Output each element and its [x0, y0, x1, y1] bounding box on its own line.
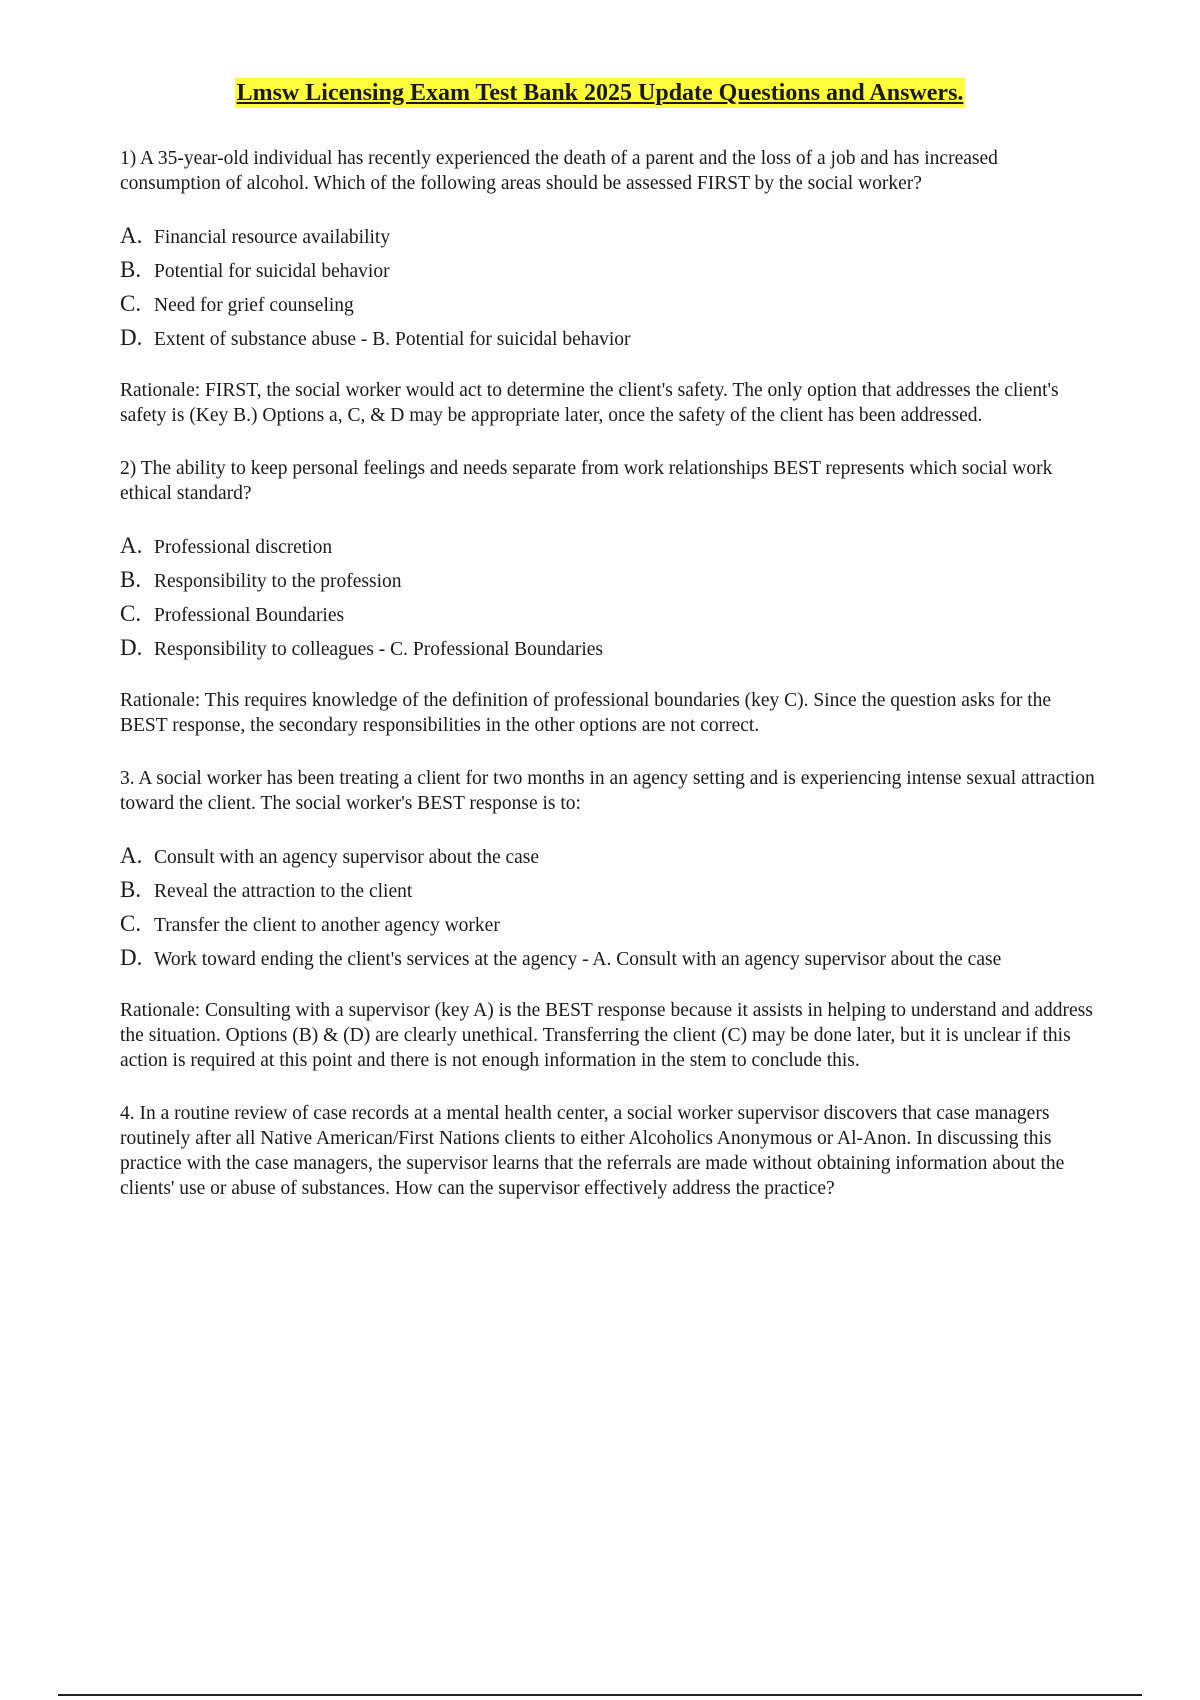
- option-text: Responsibility to colleagues - C. Professional Boundaries: [154, 639, 603, 660]
- option-text: Reveal the attraction to the client: [154, 881, 413, 902]
- question-stem: 1) A 35-year-old individual has recently experienced the death of a parent and the loss of a job and has increased consumption of alcohol. Which of the following areas should be assessed FIRST by the social worker?: [120, 148, 998, 194]
- document-title: Lmsw Licensing Exam Test Bank 2025 Update Questions and Answers.: [236, 80, 964, 106]
- answer-options: [120, 534, 1095, 662]
- rationale-text: Rationale: FIRST, the social worker would act to determine the client's safety. The only option that addresses the client's safety is (Key B.) Options a, C, & D may be appropriate later, once the safety of the client has been addressed.: [120, 380, 1059, 426]
- answer-option: [120, 946, 1095, 972]
- option-text: Need for grief counseling: [154, 295, 354, 316]
- answer-option: [120, 258, 1095, 284]
- option-text: Responsibility to the profession: [154, 571, 402, 592]
- option-letter: A.: [120, 843, 143, 868]
- option-letter: B.: [120, 877, 142, 902]
- document-body: [120, 146, 1095, 1229]
- option-text: Potential for suicidal behavior: [154, 261, 390, 282]
- answer-option: [120, 292, 1095, 318]
- question-stem: 4. In a routine review of case records at a mental health center, a social worker supervisor discovers that case managers routinely after all Native American/First Nations clients to either Alcoholics Anonymous or Al-Anon. In discussing this practice with the case managers, the supervisor learns that the referrals are made without obtaining information about the clients' use or abuse of substances. How can the supervisor effectively address the practice?: [120, 1103, 1065, 1199]
- option-letter: A.: [120, 533, 143, 558]
- answer-options: [120, 844, 1095, 972]
- option-letter: A.: [120, 223, 143, 248]
- option-text: Financial resource availability: [154, 227, 391, 248]
- option-letter: C.: [120, 911, 142, 936]
- option-letter: B.: [120, 567, 142, 592]
- question-stem: 2) The ability to keep personal feelings and needs separate from work relationships BEST represents which social work ethical standard?: [120, 458, 1053, 504]
- option-letter: D.: [120, 325, 143, 350]
- rationale-text: Rationale: Consulting with a supervisor (key A) is the BEST response because it assists in helping to understand and address the situation. Options (B) & (D) are clearly unethical. Transferring the client (C) may be done later, but it is unclear if this action is required at this point and there is not enough information in the stem to conclude this.: [120, 1000, 1093, 1071]
- option-text: Professional discretion: [154, 537, 333, 558]
- answer-option: [120, 636, 1095, 662]
- option-text: Extent of substance abuse - B. Potential for suicidal behavior: [154, 329, 631, 350]
- option-letter: C.: [120, 601, 142, 626]
- answer-options: [120, 224, 1095, 352]
- rationale-text: Rationale: This requires knowledge of the definition of professional boundaries (key C). Since the question asks for the BEST response, the secondary responsibilities in the other options are not correct.: [120, 690, 1052, 736]
- question-stem: 3. A social worker has been treating a client for two months in an agency setting and is experiencing intense sexual attraction toward the client. The social worker's BEST response is to:: [120, 768, 1095, 814]
- footer-divider: [58, 1694, 1142, 1696]
- option-letter: C.: [120, 291, 142, 316]
- answer-option: [120, 224, 1095, 250]
- answer-option: [120, 912, 1095, 938]
- option-text: Transfer the client to another agency worker: [154, 915, 500, 936]
- answer-option: [120, 878, 1095, 904]
- answer-option: [120, 844, 1095, 870]
- option-letter: D.: [120, 635, 143, 660]
- option-text: Work toward ending the client's services at the agency - A. Consult with an agency supervisor about the case: [154, 949, 1002, 970]
- answer-option: [120, 568, 1095, 594]
- answer-option: [120, 326, 1095, 352]
- answer-option: [120, 534, 1095, 560]
- title-container: [0, 78, 1200, 108]
- option-text: Professional Boundaries: [154, 605, 345, 626]
- option-letter: D.: [120, 945, 143, 970]
- option-text: Consult with an agency supervisor about the case: [154, 847, 540, 868]
- option-letter: B.: [120, 257, 142, 282]
- answer-option: [120, 602, 1095, 628]
